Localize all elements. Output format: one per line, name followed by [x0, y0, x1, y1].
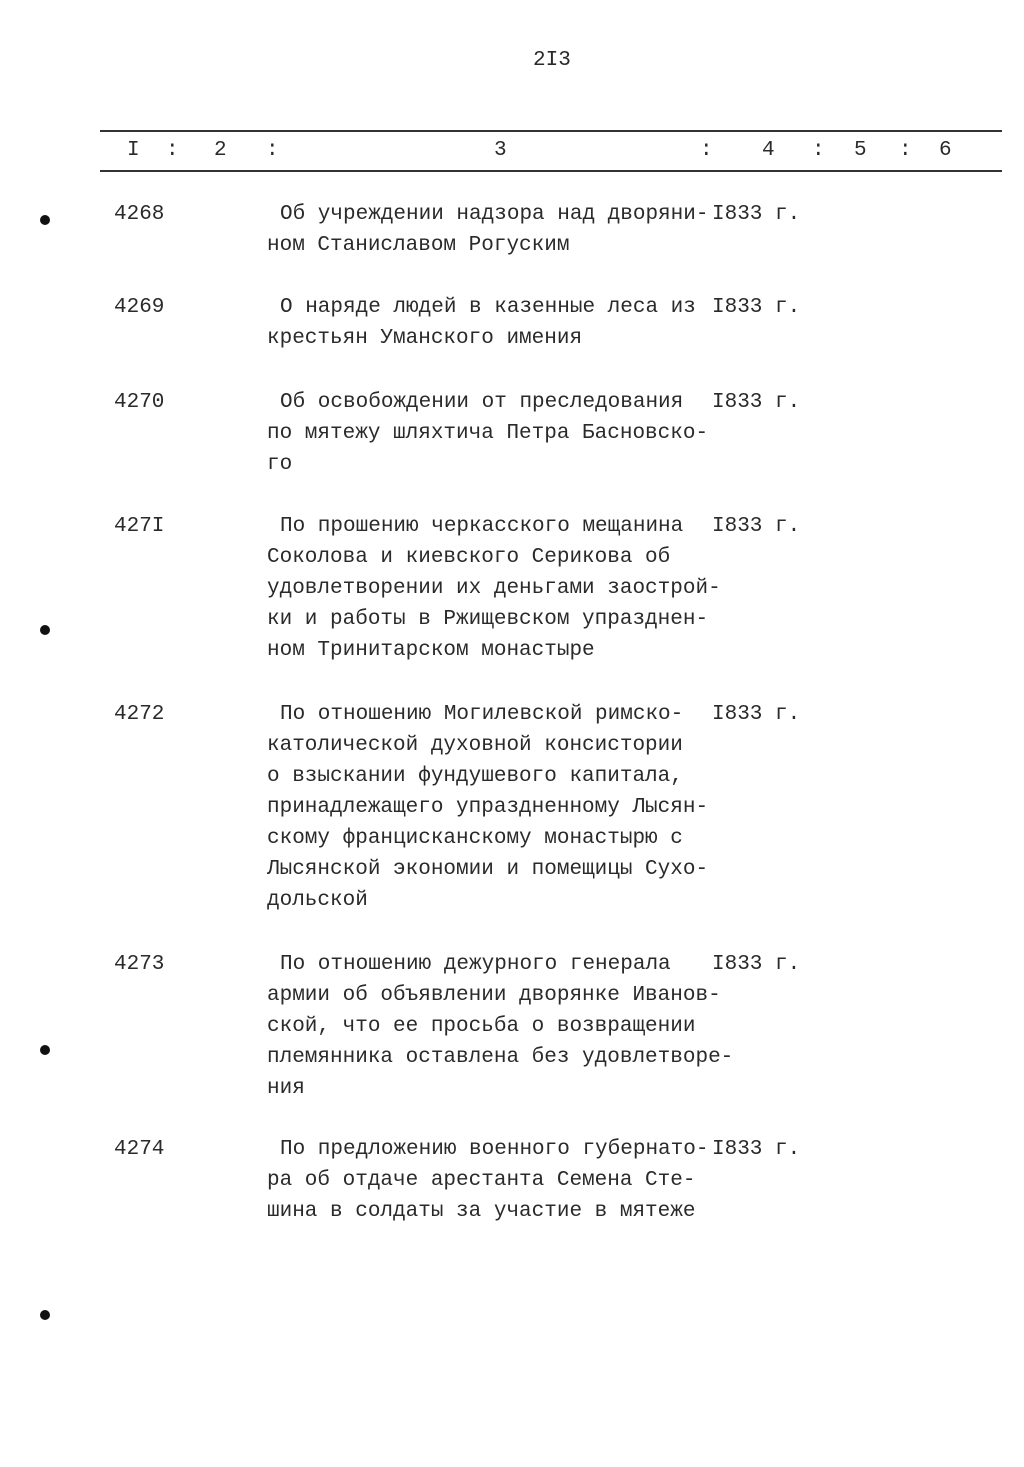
- entry-number: 4273: [114, 953, 165, 976]
- description-line: го: [267, 453, 293, 476]
- entry-number: 4270: [114, 391, 165, 414]
- entry-number: 4269: [114, 296, 165, 319]
- entry-year: I833 г.: [712, 296, 801, 319]
- column-1-label: I: [127, 139, 140, 162]
- description-line: по мятежу шляхтича Петра Басновско-: [267, 422, 709, 445]
- column-3-label: 3: [494, 139, 507, 162]
- separator: :: [812, 139, 825, 162]
- description-line: Об учреждении надзора над дворяни-: [280, 203, 709, 226]
- header-top-rule: [100, 130, 1002, 132]
- description-line: о взыскании фундушевого капитала,: [267, 765, 683, 788]
- binder-hole-mark: [40, 625, 50, 635]
- description-line: крестьян Уманского имения: [267, 327, 583, 350]
- entry-year: I833 г.: [712, 953, 801, 976]
- separator: :: [899, 139, 912, 162]
- separator: :: [166, 139, 179, 162]
- description-line: ния: [267, 1077, 305, 1100]
- description-line: По предложению военного губернато-: [280, 1138, 709, 1161]
- description-line: Лысянской экономии и помещицы Сухо-: [267, 858, 709, 881]
- entry-year: I833 г.: [712, 703, 801, 726]
- description-line: По отношению Могилевской римско-: [280, 703, 684, 726]
- description-line: армии об объявлении дворянке Иванов-: [267, 984, 721, 1007]
- entry-description: [267, 699, 708, 916]
- column-4-label: 4: [762, 139, 775, 162]
- description-line: По прошению черкасского мещанина: [280, 515, 684, 538]
- description-line: ном Тринитарском монастыре: [267, 639, 595, 662]
- entry-number: 4272: [114, 703, 165, 726]
- separator: :: [266, 139, 279, 162]
- column-5-label: 5: [854, 139, 867, 162]
- entry-description: [267, 949, 733, 1104]
- entry-description: [267, 199, 708, 261]
- description-line: скому францисканскому монастырю с: [267, 827, 683, 850]
- separator: :: [700, 139, 713, 162]
- entry-year: I833 г.: [712, 1138, 801, 1161]
- page-number: 2I3: [533, 49, 571, 72]
- header-bottom-rule: [100, 170, 1002, 172]
- column-2-label: 2: [214, 139, 227, 162]
- description-line: ки и работы в Ржищевском упразднен-: [267, 608, 709, 631]
- entry-number: 4268: [114, 203, 165, 226]
- entry-year: I833 г.: [712, 515, 801, 538]
- description-line: О наряде людей в казенные леса из: [280, 296, 696, 319]
- description-line: ра об отдаче арестанта Семена Сте-: [267, 1169, 696, 1192]
- description-line: дольской: [267, 889, 368, 912]
- binder-hole-mark: [40, 215, 50, 225]
- entry-description: [267, 292, 696, 354]
- description-line: племянника оставлена без удовлетворе-: [267, 1046, 734, 1069]
- entry-number: 427I: [114, 515, 165, 538]
- entry-year: I833 г.: [712, 203, 801, 226]
- entry-year: I833 г.: [712, 391, 801, 414]
- description-line: католической духовной консистории: [267, 734, 683, 757]
- description-line: По отношению дежурного генерала: [280, 953, 671, 976]
- entry-description: [267, 511, 721, 666]
- description-line: ской, что ее просьба о возвращении: [267, 1015, 696, 1038]
- description-line: шина в солдаты за участие в мятеже: [267, 1200, 696, 1223]
- entry-description: [267, 387, 708, 480]
- description-line: Соколова и киевского Серикова об: [267, 546, 671, 569]
- binder-hole-mark: [40, 1045, 50, 1055]
- description-line: удовлетворении их деньгами заострой-: [267, 577, 721, 600]
- binder-hole-mark: [40, 1310, 50, 1320]
- entry-number: 4274: [114, 1138, 165, 1161]
- description-line: ном Станиславом Рогуским: [267, 234, 570, 257]
- description-line: Об освобождении от преследования: [280, 391, 684, 414]
- column-6-label: 6: [939, 139, 952, 162]
- entry-description: [267, 1134, 708, 1227]
- description-line: принадлежащего упраздненному Лысян-: [267, 796, 709, 819]
